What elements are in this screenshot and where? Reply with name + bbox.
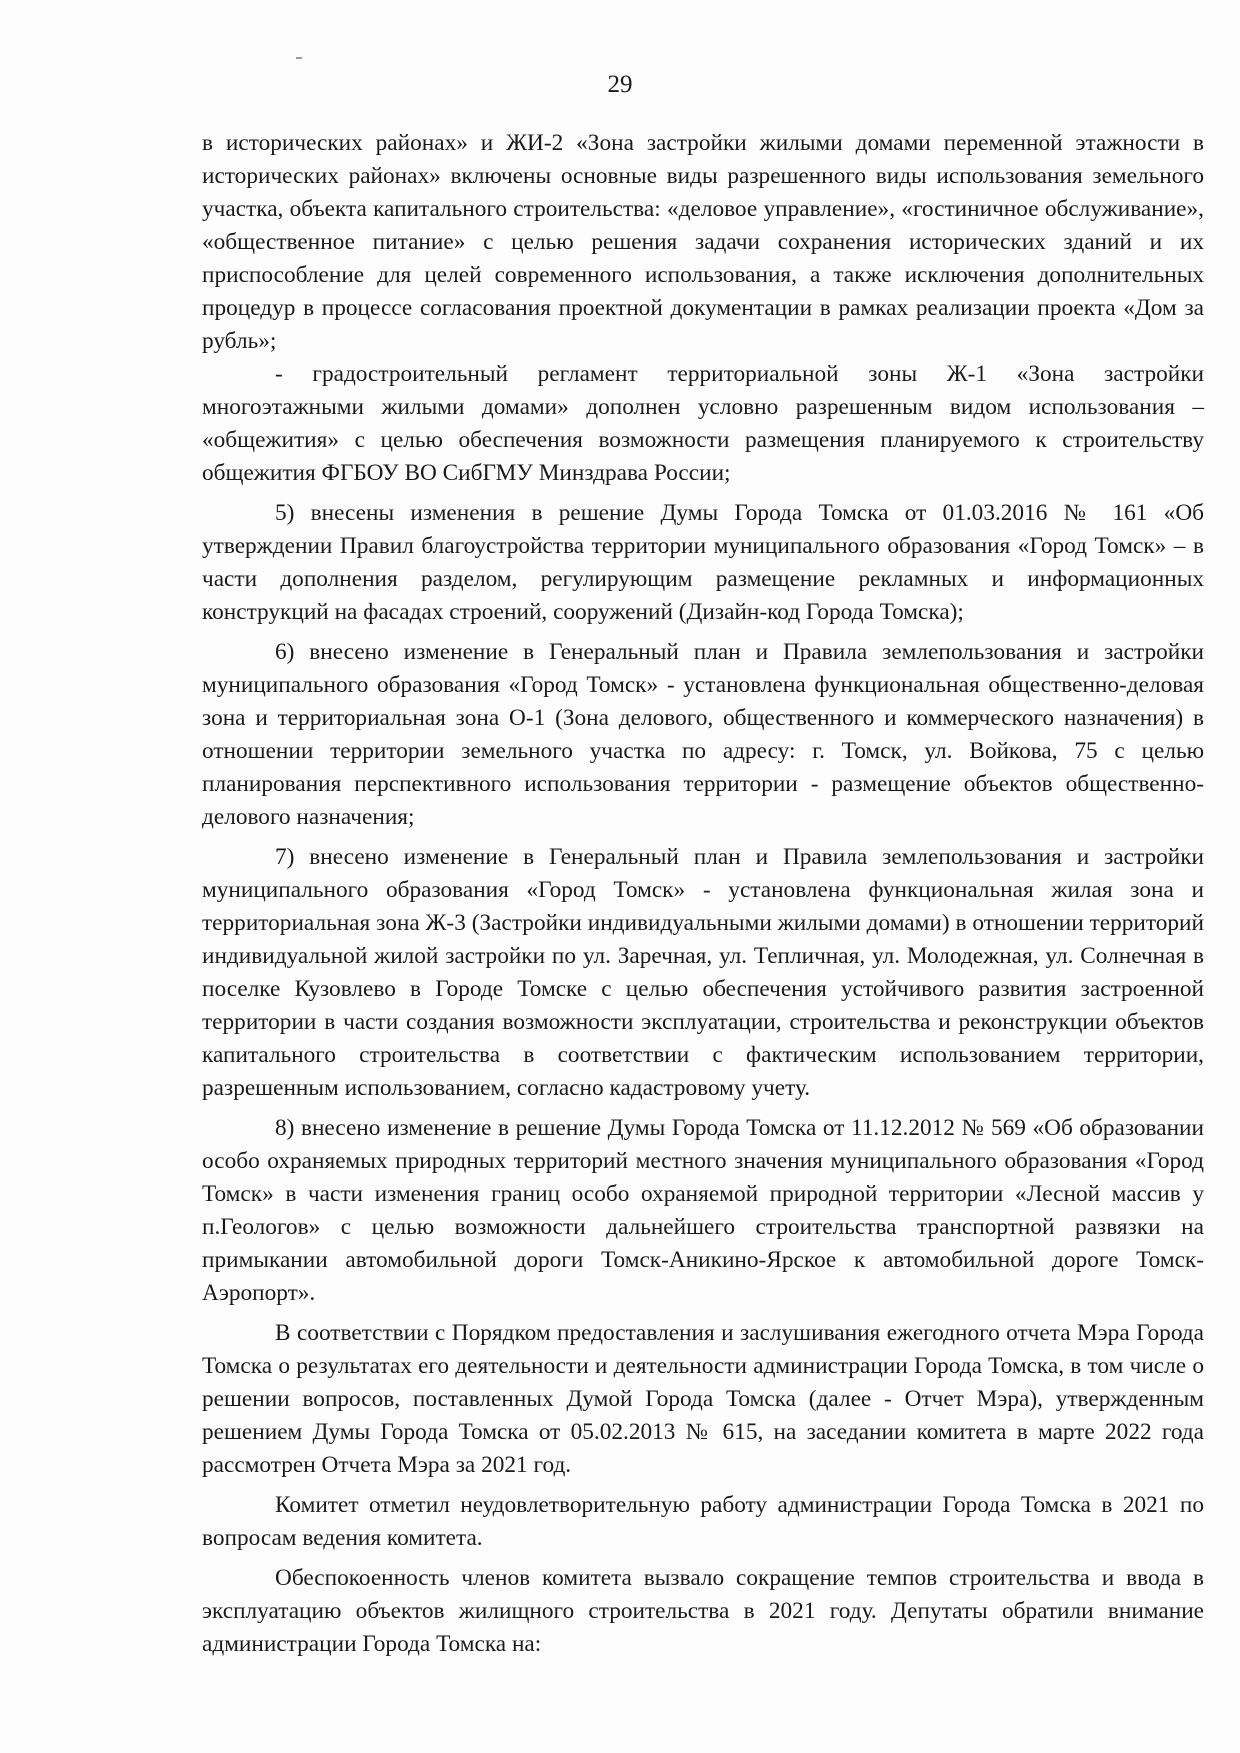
paragraph-item-8: 8) внесено изменение в решение Думы Города Томска от 11.12.2012 № 569 «Об образовании особо охраняемых природных территорий местного значения муниципального образования «Город Томск» в части изменения границ особо охраняемой природной территории «Лесной массив у п.Геологов» с целью возможности дальнейшего строительства транспортной развязки на примыкании автомобильной дороги Томск-Аникино-Ярское к автомобильной дороге Томск-Аэропорт». — [202, 1115, 1204, 1306]
paragraph-zone-zh1: - градостроительный регламент территориальной зоны Ж-1 «Зона застройки многоэтажными жилыми домами» дополнен условно разрешенным видом использования – «общежития» с целью обеспечения возможности размещения планируемого к строительству общежития ФГБОУ ВО СибГМУ Минздрава России; — [202, 361, 1204, 486]
paragraph-item-5: 5) внесены изменения в решение Думы Города Томска от 01.03.2016 № 161 «Об утверждении Правил благоустройства территории муниципального образования «Город Томск» – в части дополнения разделом, регулирующим размещение рекламных и информационных конструкций на фасадах строений, сооружений (Дизайн-код Города Томска); — [202, 500, 1204, 625]
paragraph-mayor-report: В соответствии с Порядком предоставления и заслушивания ежегодного отчета Мэра Города Томска о результатах его деятельности и деятельности администрации Города Томска, в том числе о решении вопросов, поставленных Думой Города Томска (далее - Отчет Мэра), утвержденным решением Думы Города Томска от 05.02.2013 № 615, на заседании комитета в марте 2022 года рассмотрен Отчета Мэра за 2021 год. — [202, 1320, 1204, 1478]
paragraph-zones-continued: в исторических районах» и ЖИ-2 «Зона застройки жилыми домами переменной этажности в исторических районах» включены основные виды разрешенного виды использования земельного участка, объекта капитального строительства: «деловое управление», «гостиничное обслуживание», «общественное питание» с целью решения задачи сохранения исторических зданий и их приспособление для целей современного использования, а также исключения дополнительных процедур в процессе согласования проектной документации в рамках реализации проекта «Дом за рубль»; — [202, 130, 1204, 354]
document-body — [202, 127, 1204, 1661]
paragraph-item-7: 7) внесено изменение в Генеральный план и Правила землепользования и застройки муниципального образования «Город Томск» - установлена функциональная жилая зона и территориальная зона Ж-3 (Застройки индивидуальными жилыми домами) в отношении территорий индивидуальной жилой застройки по ул. Заречная, ул. Тепличная, ул. Молодежная, ул. Солнечная в поселке Кузовлево в Городе Томске с целью обеспечения устойчивого развития застроенной территории в части создания возможности эксплуатации, строительства и реконструкции объектов капитального строительства в соответствии с фактическим использованием территории, разрешенным использованием, согласно кадастровому учету. — [202, 844, 1204, 1101]
paragraph-committee-assessment: Комитет отметил неудовлетворительную работу администрации Города Томска в 2021 по вопросам ведения комитета. — [202, 1492, 1204, 1551]
paragraph-item-6: 6) внесено изменение в Генеральный план и Правила землепользования и застройки муниципального образования «Город Томск» - установлена функциональная общественно-деловая зона и территориальная зона О-1 (Зона делового, общественного и коммерческого назначения) в отношении территории земельного участка по адресу: г. Томск, ул. Войкова, 75 с целью планирования перспективного использования территории - размещение объектов общественно-делового назначения; — [202, 639, 1204, 830]
paragraph-housing-concern: Обеспокоенность членов комитета вызвало сокращение темпов строительства и ввода в эксплуатацию объектов жилищного строительства в 2021 году. Депутаты обратили внимание администрации Города Томска на: — [202, 1565, 1204, 1657]
page-number: 29 — [607, 71, 633, 98]
scan-artifact — [296, 57, 302, 59]
